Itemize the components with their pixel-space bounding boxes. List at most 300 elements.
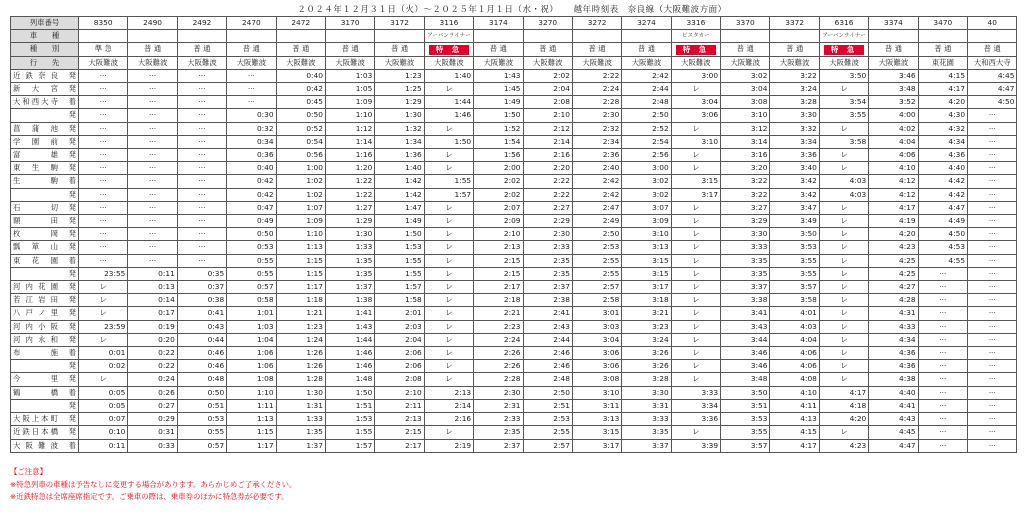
time-cell: 2:55 [572, 254, 621, 267]
time-cell: 4:36 [869, 347, 918, 360]
time-cell: レ [79, 373, 128, 386]
station-name: 大 阪 難 波 [13, 440, 58, 450]
time-cell: 2:54 [622, 135, 671, 148]
time-cell: レ [671, 307, 720, 320]
station-row [11, 109, 1017, 122]
time-cell: 0:22 [128, 347, 177, 360]
time-cell: レ [671, 294, 720, 307]
time-cell: ··· [918, 320, 967, 333]
time-cell: 3:53 [721, 413, 770, 426]
time-cell: レ [671, 215, 720, 228]
time-cell: ··· [128, 201, 177, 214]
time-cell: 3:31 [622, 399, 671, 412]
time-cell: 3:50 [819, 69, 868, 82]
train-type: 普 通 [177, 43, 226, 56]
time-cell: 2:12 [523, 122, 572, 135]
time-cell: ··· [968, 122, 1017, 135]
time-cell: 2:22 [523, 188, 572, 201]
train-type [819, 43, 868, 56]
time-cell: 1:50 [474, 109, 523, 122]
time-cell: レ [819, 320, 868, 333]
destination: 東花園 [918, 56, 967, 69]
note-line: ※特急列車の車種は予告なしに変更する場合があります。あらかじめご了承ください。 [10, 479, 297, 489]
type-label: 種 別 [11, 43, 79, 56]
time-cell: 3:55 [819, 109, 868, 122]
train-number: 2492 [177, 17, 226, 30]
time-cell: 3:34 [671, 399, 720, 412]
time-cell: 4:04 [869, 135, 918, 148]
time-cell: 2:42 [572, 188, 621, 201]
time-cell: 4:17 [869, 201, 918, 214]
station-row [11, 201, 1017, 214]
time-cell: 0:36 [227, 149, 276, 162]
time-cell: 4:10 [869, 162, 918, 175]
time-cell: 1:48 [325, 373, 374, 386]
time-cell: 3:09 [622, 215, 671, 228]
arrival-departure-mark: 発 [68, 202, 76, 212]
time-cell: 3:08 [721, 96, 770, 109]
time-cell: 3:16 [721, 149, 770, 162]
time-cell: 2:08 [523, 96, 572, 109]
time-cell: 4:06 [770, 347, 819, 360]
time-cell: 1:29 [325, 215, 374, 228]
time-cell: 2:10 [375, 386, 424, 399]
time-cell: 1:36 [375, 149, 424, 162]
time-cell: 23:59 [79, 320, 128, 333]
train-type: 普 通 [276, 43, 325, 56]
time-cell: ··· [968, 267, 1017, 280]
arrival-departure-mark: 発 [68, 400, 76, 410]
arrival-departure-mark: 発 [68, 70, 76, 80]
time-cell: 3:00 [671, 69, 720, 82]
time-cell: 3:33 [721, 241, 770, 254]
time-cell: 3:15 [572, 426, 621, 439]
time-cell: 0:17 [128, 307, 177, 320]
arrival-departure-mark: 発 [68, 308, 76, 318]
time-cell: 2:57 [572, 281, 621, 294]
train-type: 普 通 [918, 43, 967, 56]
destination: 大阪難波 [572, 56, 621, 69]
time-cell: 4:28 [869, 294, 918, 307]
station-name [13, 109, 64, 121]
time-cell: 1:57 [375, 281, 424, 294]
time-cell: レ [671, 228, 720, 241]
station-row [11, 254, 1017, 267]
destination: 大阪難波 [128, 56, 177, 69]
time-cell: ··· [968, 360, 1017, 373]
time-cell: 0:02 [79, 360, 128, 373]
time-cell: 0:47 [227, 201, 276, 214]
time-cell: レ [819, 373, 868, 386]
time-cell: レ [424, 373, 473, 386]
destination: 大阪難波 [622, 56, 671, 69]
time-cell: ··· [968, 175, 1017, 188]
time-cell: ··· [918, 267, 967, 280]
time-cell: 1:37 [276, 439, 325, 452]
time-cell: 4:01 [770, 307, 819, 320]
time-cell: 3:06 [572, 347, 621, 360]
time-cell: レ [819, 254, 868, 267]
time-cell: 1:05 [325, 83, 374, 96]
time-cell: 2:49 [572, 215, 621, 228]
time-cell: ··· [918, 294, 967, 307]
time-cell: 3:55 [721, 426, 770, 439]
car-type [375, 30, 424, 43]
time-cell: レ [79, 281, 128, 294]
time-cell: 0:35 [177, 267, 226, 280]
time-cell: 1:00 [276, 162, 325, 175]
time-cell: 3:28 [770, 96, 819, 109]
arrival-departure-mark: 着 [68, 97, 76, 107]
time-cell: 2:48 [622, 96, 671, 109]
time-cell: 2:33 [523, 241, 572, 254]
train-number: 3370 [721, 17, 770, 30]
time-cell: 0:42 [227, 188, 276, 201]
station-row [11, 333, 1017, 346]
station-row [11, 399, 1017, 412]
station-row [11, 149, 1017, 162]
time-cell: 2:50 [572, 228, 621, 241]
car-type: ビスタカー [671, 30, 720, 43]
time-cell: レ [671, 254, 720, 267]
train-type: 普 通 [869, 43, 918, 56]
limited-express-badge: 特 急 [824, 45, 864, 55]
station-name: 学 園 前 [13, 136, 58, 146]
time-cell: 4:36 [918, 149, 967, 162]
time-cell: 0:26 [128, 386, 177, 399]
time-cell: レ [424, 281, 473, 294]
car-type [869, 30, 918, 43]
time-cell: ··· [79, 149, 128, 162]
station-name [13, 360, 64, 372]
arrival-departure-mark: 発 [68, 229, 76, 239]
time-cell: 3:30 [770, 109, 819, 122]
train-type: 普 通 [622, 43, 671, 56]
train-number: 40 [968, 17, 1017, 30]
arrival-departure-mark: 発 [68, 282, 76, 292]
time-cell: 4:20 [819, 413, 868, 426]
train-type: 準 急 [79, 43, 128, 56]
station-name: 石 切 [13, 202, 58, 212]
station-name: 河 内 永 和 [13, 334, 58, 344]
time-cell: 2:13 [424, 386, 473, 399]
arrival-departure-mark: 発 [68, 110, 76, 120]
time-cell: 1:57 [325, 439, 374, 452]
time-cell: レ [424, 333, 473, 346]
limited-express-badge: 特 急 [429, 45, 469, 55]
time-cell: レ [819, 360, 868, 373]
time-cell: 3:54 [819, 96, 868, 109]
time-cell: 1:17 [227, 439, 276, 452]
time-cell: レ [671, 320, 720, 333]
destination: 大和西大寺 [968, 56, 1017, 69]
car-type [572, 30, 621, 43]
time-cell: ··· [968, 281, 1017, 294]
station-row [11, 439, 1017, 452]
time-cell: 3:02 [721, 69, 770, 82]
time-cell: 0:24 [128, 373, 177, 386]
time-cell: 4:47 [869, 439, 918, 452]
time-cell: 1:40 [375, 162, 424, 175]
time-cell: レ [671, 149, 720, 162]
time-cell: ··· [79, 175, 128, 188]
time-cell: レ [424, 426, 473, 439]
time-cell: 4:38 [869, 373, 918, 386]
time-cell: ··· [128, 135, 177, 148]
destination-row [11, 56, 1017, 69]
time-cell: 0:57 [227, 281, 276, 294]
notes-heading: 【ご注意】 [10, 467, 47, 476]
station-name: 河 内 小 阪 [13, 321, 58, 331]
time-cell: 2:46 [523, 347, 572, 360]
time-cell: 1:33 [276, 413, 325, 426]
time-cell: 4:04 [770, 333, 819, 346]
time-cell: ··· [177, 69, 226, 82]
timetable-header [11, 17, 1017, 70]
time-cell: ··· [128, 109, 177, 122]
arrival-departure-mark: 着 [68, 255, 76, 265]
time-cell: 1:56 [474, 149, 523, 162]
time-cell: 4:00 [869, 109, 918, 122]
time-cell: 3:39 [671, 439, 720, 452]
time-cell: 0:27 [128, 399, 177, 412]
time-cell: ··· [128, 69, 177, 82]
time-cell: 3:55 [770, 267, 819, 280]
time-cell: ··· [918, 281, 967, 294]
time-cell: 1:43 [325, 320, 374, 333]
time-cell: 2:08 [375, 373, 424, 386]
destination: 大阪難波 [79, 56, 128, 69]
train-number: 3174 [474, 17, 523, 30]
time-cell: ··· [177, 83, 226, 96]
time-cell: ··· [177, 201, 226, 214]
destination: 大阪難波 [869, 56, 918, 69]
time-cell: 0:51 [177, 399, 226, 412]
time-cell: 3:00 [622, 162, 671, 175]
time-cell: レ [79, 294, 128, 307]
car-type [622, 30, 671, 43]
time-cell: レ [819, 215, 868, 228]
arrival-departure-mark: 発 [68, 123, 76, 133]
time-cell: 3:35 [721, 267, 770, 280]
time-cell: ··· [79, 135, 128, 148]
station-name: 東 花 園 [13, 255, 58, 265]
time-cell: ··· [918, 373, 967, 386]
time-cell: 4:12 [869, 175, 918, 188]
train-type [671, 43, 720, 56]
time-cell: 2:27 [523, 201, 572, 214]
time-cell: 0:31 [128, 426, 177, 439]
train-number: 3116 [424, 17, 473, 30]
station-row [11, 426, 1017, 439]
time-cell: 3:35 [721, 254, 770, 267]
time-cell: 4:45 [869, 426, 918, 439]
time-cell: 0:48 [177, 373, 226, 386]
time-cell: 1:50 [424, 135, 473, 148]
time-cell: 3:01 [572, 307, 621, 320]
timetable [10, 16, 1017, 453]
time-cell: 3:35 [622, 426, 671, 439]
time-cell: 4:40 [918, 162, 967, 175]
time-cell: 2:58 [572, 294, 621, 307]
time-cell: 3:53 [770, 241, 819, 254]
time-cell: 4:25 [869, 267, 918, 280]
station-name: 若 江 岩 田 [13, 295, 58, 305]
time-cell: 1:43 [474, 69, 523, 82]
time-cell: 2:53 [572, 241, 621, 254]
time-cell: 2:29 [523, 215, 572, 228]
time-cell: 1:47 [375, 201, 424, 214]
time-cell: 3:07 [622, 201, 671, 214]
time-cell: 2:35 [474, 426, 523, 439]
time-cell: 4:43 [869, 413, 918, 426]
time-cell: レ [424, 162, 473, 175]
arrival-departure-mark: 発 [68, 189, 76, 199]
time-cell: 4:13 [770, 413, 819, 426]
time-cell: 3:48 [869, 83, 918, 96]
time-cell: 3:15 [622, 267, 671, 280]
time-cell: 3:23 [622, 320, 671, 333]
time-cell: 2:22 [572, 69, 621, 82]
time-cell: レ [819, 267, 868, 280]
station-name: 今 里 [13, 374, 58, 384]
time-cell: 3:58 [770, 294, 819, 307]
arrival-departure-mark: 着 [68, 348, 76, 358]
time-cell: 1:02 [276, 188, 325, 201]
time-cell: ··· [968, 135, 1017, 148]
time-cell: 3:13 [622, 241, 671, 254]
train-number-label: 列車番号 [11, 17, 79, 30]
time-cell: 1:49 [474, 96, 523, 109]
time-cell: 0:56 [276, 149, 325, 162]
time-cell: ··· [79, 96, 128, 109]
station-row [11, 188, 1017, 201]
time-cell: 3:33 [622, 413, 671, 426]
time-cell: 1:16 [325, 149, 374, 162]
time-cell: 2:26 [474, 347, 523, 360]
time-cell: ··· [79, 228, 128, 241]
time-cell: ··· [918, 426, 967, 439]
time-cell: 4:32 [918, 122, 967, 135]
time-cell: ··· [79, 122, 128, 135]
time-cell: 1:10 [227, 386, 276, 399]
time-cell: レ [424, 241, 473, 254]
time-cell: 2:19 [424, 439, 473, 452]
time-cell: 2:13 [375, 413, 424, 426]
time-cell: 2:55 [572, 267, 621, 280]
time-cell: ··· [968, 254, 1017, 267]
station-row [11, 162, 1017, 175]
station-row [11, 413, 1017, 426]
time-cell: レ [819, 162, 868, 175]
time-cell: 4:15 [918, 69, 967, 82]
time-cell: 1:55 [375, 267, 424, 280]
time-cell: 3:42 [770, 188, 819, 201]
time-cell: 1:33 [325, 241, 374, 254]
time-cell: 3:44 [721, 333, 770, 346]
time-cell: 1:57 [424, 188, 473, 201]
car-type [128, 30, 177, 43]
time-cell: レ [819, 294, 868, 307]
station-row [11, 307, 1017, 320]
time-cell: 1:18 [276, 294, 325, 307]
time-cell: 0:57 [177, 439, 226, 452]
train-number: 2472 [276, 17, 325, 30]
time-cell: ··· [79, 109, 128, 122]
time-cell: レ [671, 333, 720, 346]
time-cell: 4:03 [819, 175, 868, 188]
time-cell: 1:03 [227, 320, 276, 333]
time-cell: 1:23 [375, 69, 424, 82]
time-cell: 4:17 [918, 83, 967, 96]
time-cell: 0:55 [227, 267, 276, 280]
time-cell: 1:52 [474, 122, 523, 135]
time-cell: レ [671, 281, 720, 294]
train-type: 普 通 [523, 43, 572, 56]
time-cell: 1:30 [276, 386, 325, 399]
time-cell: 2:02 [474, 175, 523, 188]
time-cell: 2:37 [523, 281, 572, 294]
time-cell: ··· [79, 241, 128, 254]
destination: 大阪難波 [474, 56, 523, 69]
time-cell: 1:13 [227, 413, 276, 426]
arrival-departure-mark: 発 [68, 334, 76, 344]
time-cell: 3:36 [770, 149, 819, 162]
station-row [11, 135, 1017, 148]
time-cell: 3:50 [770, 228, 819, 241]
time-cell: 4:06 [770, 360, 819, 373]
car-type [325, 30, 374, 43]
time-cell: 0:50 [276, 109, 325, 122]
time-cell: 3:49 [770, 215, 819, 228]
time-cell: 3:04 [671, 96, 720, 109]
car-row [11, 30, 1017, 43]
time-cell: 2:15 [474, 254, 523, 267]
time-cell: 4:40 [869, 386, 918, 399]
time-cell: 2:04 [375, 333, 424, 346]
time-cell: 2:43 [523, 320, 572, 333]
train-type: 普 通 [128, 43, 177, 56]
time-cell: 1:51 [325, 399, 374, 412]
time-cell: 4:31 [869, 307, 918, 320]
station-name: 八 戸 ノ 里 [13, 308, 58, 318]
time-cell: 0:42 [276, 83, 325, 96]
time-cell: 1:03 [325, 69, 374, 82]
time-cell: 3:50 [721, 386, 770, 399]
time-cell: 2:02 [474, 188, 523, 201]
time-cell: 1:22 [325, 188, 374, 201]
arrival-departure-mark: 着 [68, 440, 76, 450]
time-cell: ··· [968, 386, 1017, 399]
destination: 大阪難波 [671, 56, 720, 69]
time-cell: レ [671, 267, 720, 280]
train-type: 普 通 [721, 43, 770, 56]
station-name: 近 鉄 奈 良 [13, 70, 58, 80]
time-cell: 0:46 [177, 360, 226, 373]
time-cell: 0:11 [79, 439, 128, 452]
time-cell: 3:10 [622, 228, 671, 241]
car-type [276, 30, 325, 43]
time-cell: レ [671, 83, 720, 96]
train-type: 普 通 [770, 43, 819, 56]
station-name: 額 田 [13, 216, 58, 226]
time-cell: 3:28 [622, 373, 671, 386]
time-cell: 3:47 [770, 201, 819, 214]
time-cell: ··· [227, 96, 276, 109]
date-range: ２０２４年１２月３１日（火）～２０２５年１月１日（水・祝） [297, 5, 559, 15]
time-cell: 1:37 [325, 281, 374, 294]
time-cell: 1:08 [227, 373, 276, 386]
